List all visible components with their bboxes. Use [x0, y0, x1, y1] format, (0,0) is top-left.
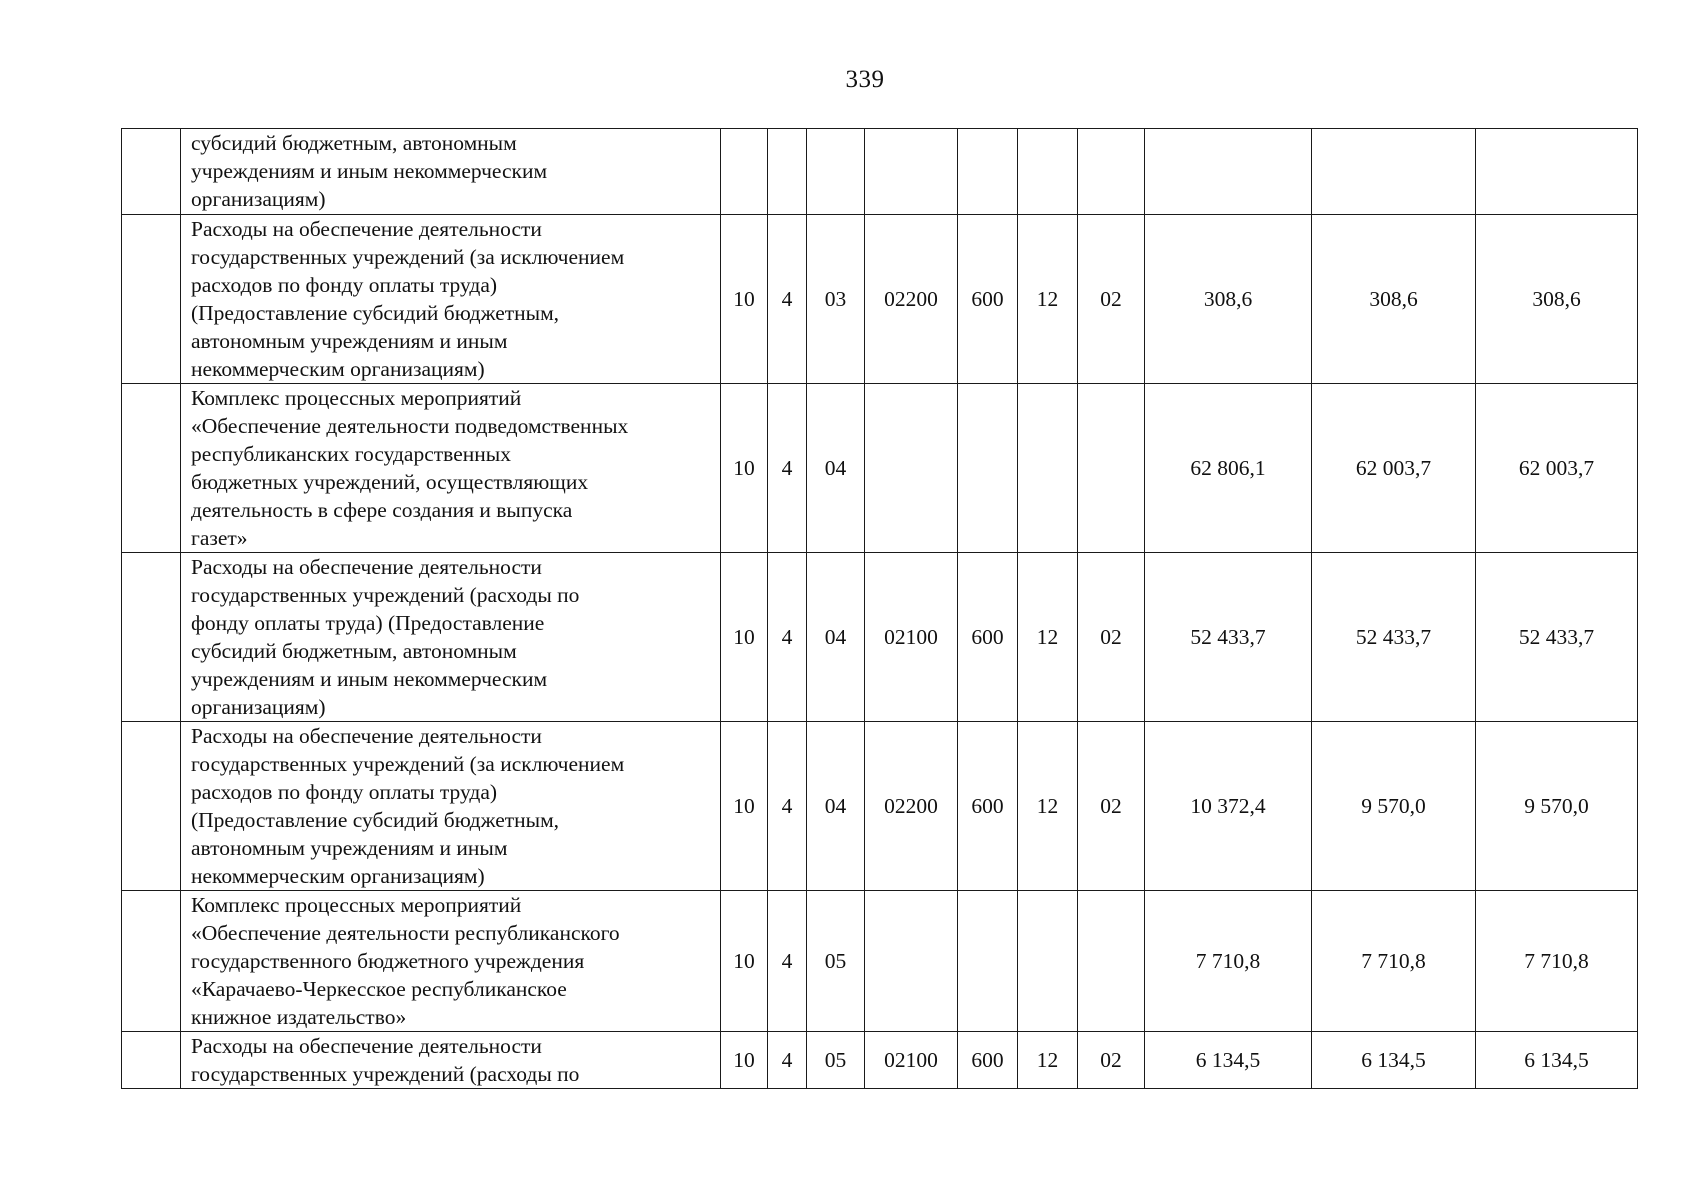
department-code: 12: [1018, 1032, 1078, 1089]
expense-type-code: 600: [958, 553, 1018, 722]
department-code: 12: [1018, 553, 1078, 722]
section-code: 10: [721, 1032, 768, 1089]
program-code: [807, 129, 865, 215]
subsection-code: 4: [768, 891, 807, 1032]
subsection-code: 4: [768, 215, 807, 384]
department-code: 12: [1018, 722, 1078, 891]
amount-year-2: 52 433,7: [1312, 553, 1476, 722]
amount-year-1: 52 433,7: [1145, 553, 1312, 722]
section-code: 10: [721, 553, 768, 722]
subdivision-code: [1078, 891, 1145, 1032]
program-code: 04: [807, 722, 865, 891]
direction-code: [865, 129, 958, 215]
subsection-code: 4: [768, 722, 807, 891]
direction-code: [865, 891, 958, 1032]
expense-type-code: [958, 384, 1018, 553]
expense-name-cell: [181, 722, 721, 891]
table-row: [122, 891, 1638, 1032]
program-code: 03: [807, 215, 865, 384]
subsection-code: 4: [768, 384, 807, 553]
amount-year-3: 6 134,5: [1476, 1032, 1638, 1089]
amount-year-2: 308,6: [1312, 215, 1476, 384]
table-row: [122, 553, 1638, 722]
section-code: 10: [721, 384, 768, 553]
budget-table-body: [122, 129, 1638, 1089]
expense-name: Комплекс процессных мероприятий «Обеспечение деятельности республиканского государственного бюджетного учреждения «Карачаево-Черкесское республиканское книжное издательство»: [191, 893, 620, 1029]
amount-year-2: 62 003,7: [1312, 384, 1476, 553]
department-code: [1018, 891, 1078, 1032]
expense-name: Расходы на обеспечение деятельности государственных учреждений (расходы по: [191, 1034, 580, 1086]
expense-type-code: 600: [958, 215, 1018, 384]
direction-code: 02200: [865, 215, 958, 384]
subdivision-code: 02: [1078, 1032, 1145, 1089]
amount-year-1: 7 710,8: [1145, 891, 1312, 1032]
table-row: [122, 384, 1638, 553]
section-code: [721, 129, 768, 215]
expense-name: Расходы на обеспечение деятельности государственных учреждений (расходы по фонду оплаты труда) (Предоставление субсидий бюджетным, автономным учреждениям и иным некоммерческим организациям): [191, 555, 580, 719]
table-row: [122, 1032, 1638, 1089]
subdivision-code: 02: [1078, 722, 1145, 891]
amount-year-3: 62 003,7: [1476, 384, 1638, 553]
amount-year-2: 9 570,0: [1312, 722, 1476, 891]
amount-year-2: 7 710,8: [1312, 891, 1476, 1032]
row-blank-cell: [122, 553, 181, 722]
table-row: [122, 129, 1638, 215]
amount-year-1: 10 372,4: [1145, 722, 1312, 891]
subsection-code: 4: [768, 1032, 807, 1089]
amount-year-1: 308,6: [1145, 215, 1312, 384]
expense-name-cell: [181, 553, 721, 722]
direction-code: 02100: [865, 553, 958, 722]
program-code: 05: [807, 891, 865, 1032]
expense-name-cell: [181, 1032, 721, 1089]
direction-code: 02200: [865, 722, 958, 891]
budget-table: [121, 128, 1638, 1089]
subdivision-code: [1078, 129, 1145, 215]
program-code: 05: [807, 1032, 865, 1089]
subdivision-code: 02: [1078, 553, 1145, 722]
amount-year-1: 6 134,5: [1145, 1032, 1312, 1089]
table-row: [122, 722, 1638, 891]
expense-type-code: 600: [958, 722, 1018, 891]
expense-type-code: 600: [958, 1032, 1018, 1089]
expense-name: субсидий бюджетным, автономным учреждениям и иным некоммерческим организациям): [191, 131, 548, 211]
page-number: 339: [845, 66, 885, 93]
direction-code: 02100: [865, 1032, 958, 1089]
expense-type-code: [958, 891, 1018, 1032]
amount-year-3: [1476, 129, 1638, 215]
row-blank-cell: [122, 384, 181, 553]
expense-name-cell: [181, 891, 721, 1032]
row-blank-cell: [122, 1032, 181, 1089]
table-row: [122, 215, 1638, 384]
row-blank-cell: [122, 129, 181, 215]
department-code: 12: [1018, 215, 1078, 384]
expense-name: Комплекс процессных мероприятий «Обеспечение деятельности подведомственных республиканских государственных бюджетных учреждений, осуществляющих деятельность в сфере создания и выпуска газет»: [191, 386, 629, 550]
amount-year-3: 9 570,0: [1476, 722, 1638, 891]
subdivision-code: 02: [1078, 215, 1145, 384]
expense-name-cell: [181, 215, 721, 384]
amount-year-1: [1145, 129, 1312, 215]
direction-code: [865, 384, 958, 553]
amount-year-3: 308,6: [1476, 215, 1638, 384]
expense-type-code: [958, 129, 1018, 215]
expense-name-cell: [181, 129, 721, 215]
expense-name: Расходы на обеспечение деятельности государственных учреждений (за исключением расходов по фонду оплаты труда) (Предоставление субсидий бюджетным, автономным учреждениям и иным некоммерческим организациям): [191, 724, 625, 888]
row-blank-cell: [122, 722, 181, 891]
amount-year-1: 62 806,1: [1145, 384, 1312, 553]
section-code: 10: [721, 891, 768, 1032]
row-blank-cell: [122, 891, 181, 1032]
amount-year-2: [1312, 129, 1476, 215]
program-code: 04: [807, 384, 865, 553]
subsection-code: [768, 129, 807, 215]
section-code: 10: [721, 215, 768, 384]
amount-year-3: 7 710,8: [1476, 891, 1638, 1032]
department-code: [1018, 384, 1078, 553]
expense-name: Расходы на обеспечение деятельности государственных учреждений (за исключением расходов по фонду оплаты труда) (Предоставление субсидий бюджетным, автономным учреждениям и иным некоммерческим организациям): [191, 217, 625, 381]
program-code: 04: [807, 553, 865, 722]
subdivision-code: [1078, 384, 1145, 553]
subsection-code: 4: [768, 553, 807, 722]
amount-year-3: 52 433,7: [1476, 553, 1638, 722]
row-blank-cell: [122, 215, 181, 384]
expense-name-cell: [181, 384, 721, 553]
department-code: [1018, 129, 1078, 215]
section-code: 10: [721, 722, 768, 891]
amount-year-2: 6 134,5: [1312, 1032, 1476, 1089]
